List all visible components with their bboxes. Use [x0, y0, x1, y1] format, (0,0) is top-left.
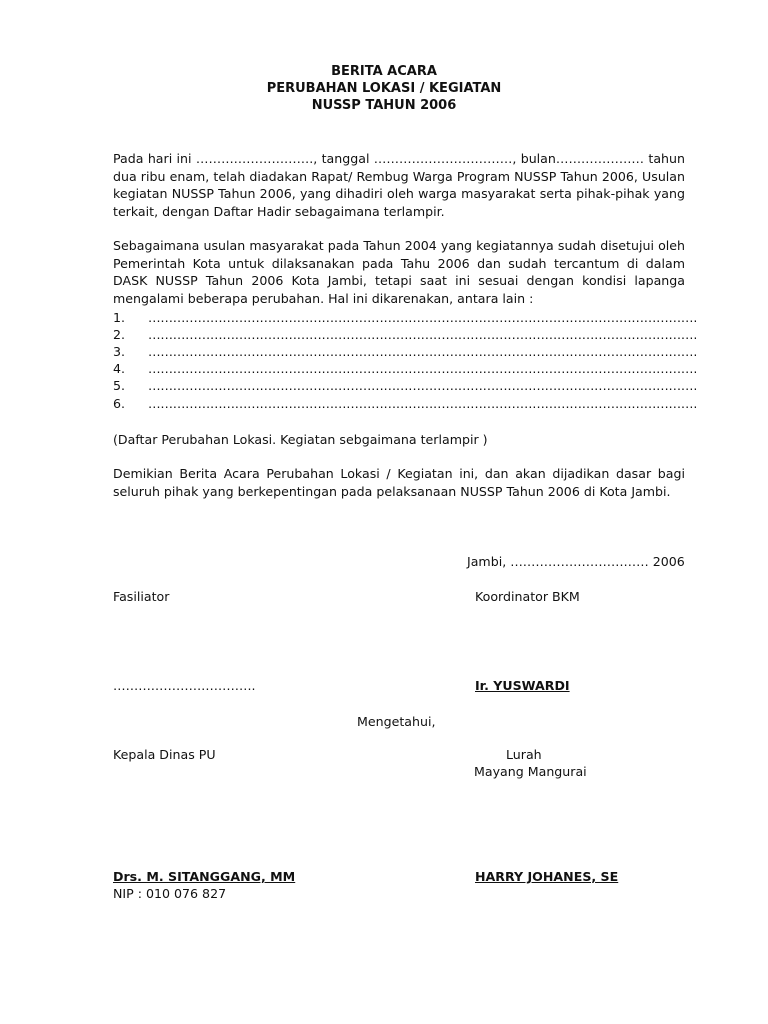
list-item-number: 5.	[113, 378, 126, 393]
list-item	[113, 377, 698, 394]
bkm-coordinator-role: Koordinator BKM	[475, 589, 580, 604]
list-item	[113, 360, 698, 377]
list-item-blank: …………………………………………………………………………………………………………………….	[148, 361, 698, 376]
document-subtitle: PERUBAHAN LOKASI / KEGIATAN	[266, 81, 502, 96]
list-item	[113, 343, 698, 360]
list-item	[113, 309, 698, 326]
head-of-department-nip: NIP : 010 076 827	[113, 886, 227, 901]
facilitator-name-blank: …………………………….	[113, 678, 256, 693]
list-item	[113, 326, 698, 343]
list-item	[113, 395, 698, 412]
closing-paragraph: Demikian Berita Acara Perubahan Lokasi / Kegiatan ini, dan akan dijadikan dasar bagi seluruh pihak yang berkepentingan pada pelaksanaan NUSSP Tahun 2006 di Kota Jambi.	[113, 466, 685, 499]
place-date: Jambi, …………………………… 2006	[467, 554, 685, 569]
document-title: BERITA ACARA	[331, 64, 437, 79]
document-program-year: NUSSP TAHUN 2006	[311, 98, 457, 113]
list-item-blank: …………………………………………………………………………………………………………………….	[148, 310, 698, 325]
facilitator-role: Fasiliator	[113, 589, 170, 604]
list-item-blank: …………………………………………………………………………………………………………………….	[148, 396, 698, 411]
list-item-blank: …………………………………………………………………………………………………………………….	[148, 344, 698, 359]
list-item-number: 2.	[113, 327, 126, 342]
lurah-name: HARRY JOHANES, SE	[475, 869, 619, 884]
lurah-role: Lurah	[506, 747, 542, 762]
list-item-number: 6.	[113, 396, 126, 411]
list-item-number: 4.	[113, 361, 126, 376]
head-of-department-role: Kepala Dinas PU	[113, 747, 216, 762]
attachment-note: (Daftar Perubahan Lokasi. Kegiatan sebgaimana terlampir )	[113, 432, 488, 447]
acknowledged-label: Mengetahui,	[357, 714, 436, 729]
list-item-blank: …………………………………………………………………………………………………………………….	[148, 327, 698, 342]
lurah-area: Mayang Mangurai	[474, 764, 587, 779]
list-item-number: 3.	[113, 344, 126, 359]
context-paragraph: Sebagaimana usulan masyarakat pada Tahun 2004 yang kegiatannya sudah disetujui oleh Pemerintah Kota untuk dilaksanakan pada Tahu 2006 dan sudah tercantum di dalam DASK NUSSP Tahun 2006 Kota Jambi, tetapi saat ini sesuai dengan kondisi lapanga mengalami beberapa perubahan. Hal ini dikarenakan, antara lain :	[113, 238, 685, 306]
head-of-department-name: Drs. M. SITANGGANG, MM	[113, 869, 296, 884]
bkm-coordinator-name: Ir. YUSWARDI	[475, 678, 570, 693]
list-item-blank: …………………………………………………………………………………………………………………….	[148, 378, 698, 393]
opening-paragraph: Pada hari ini ………………………., tanggal ……………………………, bulan………………… tahun dua ribu enam, telah diadakan Rapat/ Rembug Warga Program NUSSP Tahun 2006, Usulan kegiatan NUSSP Tahun 2006, yang dihadiri oleh warga masyarakat serta pihak-pihak yang terkait, dengan Daftar Hadir sebagaimana terlampir.	[113, 151, 685, 219]
list-item-number: 1.	[113, 310, 126, 325]
